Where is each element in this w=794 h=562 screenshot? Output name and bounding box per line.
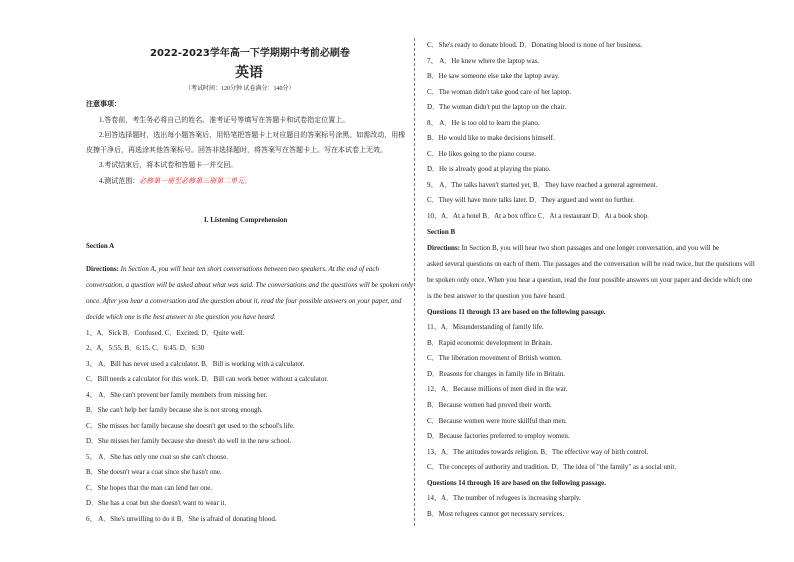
question-line: 5、 A．She has only one coat so she can't choose.: [86, 453, 229, 461]
section-a-directions: Directions: In Section A, you will hear ten short conversations between two speakers. At the end of each: [86, 265, 379, 273]
question-line: C．He likes going to the piano course.: [427, 150, 537, 158]
question-line: 6、 A．She's unwilling to do it B．She is afraid of donating blood.: [86, 515, 277, 523]
notice-item: 2.回答选择题时，选出每小题答案后，用铅笔把答题卡上对应题目的答案标号涂黑。如需改动，用橡: [99, 131, 406, 139]
question-line: 1、A．Sick B．Confused. C．Excited. D．Quite well.: [86, 329, 245, 337]
question-line: C．The concepts of authority and tradition. D．The idea of "the family" as a social unit.: [427, 463, 677, 471]
directions-label: Directions:: [86, 265, 119, 273]
question-line: 8、 A．He is too old to learn the piano.: [427, 119, 540, 127]
question-line: B．Most refugees cannot get necessary services.: [427, 510, 565, 518]
question-line: D．She has a coat but she doesn't want to wear it.: [86, 499, 227, 507]
exam-info: （考试时间：120分钟 试卷满分：140分）: [185, 86, 295, 92]
notice-item: 1.答卷前，考生务必将自己的姓名、准考证号等填写在答题卡和试卷指定位置上。: [99, 116, 350, 124]
section-a-directions-line: decide which one is the best answer to the question you have heard.: [86, 313, 276, 321]
test-scope: [99, 177, 251, 186]
question-line: C．The liberation movement of British women.: [427, 354, 562, 362]
question-line: C．Because women were more skillful than men.: [427, 417, 567, 425]
question-line: 3、 A．Bill has never used a calculator. B．Bill is working with a calculator.: [86, 360, 305, 368]
subject-title: 英语: [235, 65, 263, 81]
notice-item: 3.考试结束后，将本试卷和答题卡一并交回。: [99, 161, 238, 169]
question-line: D．Reasons for changes in family life in Britain.: [427, 370, 566, 378]
question-line: 2、A．5:55. B．6:15. C．6:45. D．6:30: [86, 344, 205, 352]
test-scope-label: 4.测试范围：: [99, 177, 140, 185]
section-a-directions-line: once. After you hear a conversation and the question about it, read the four possible answers on your paper, and: [86, 297, 402, 305]
question-line: D．She misses her family because she doesn't do well in the new school.: [86, 437, 292, 445]
notice-item: 皮擦干净后，再选涂其他答案标号。回答非选择题时，将答案写在答题卡上。写在本试卷上无效。: [86, 146, 387, 154]
question-line: B．Because women had proved their worth.: [427, 401, 552, 409]
section-b-directions: Directions: In Section B, you will hear two short passages and one longer conversation, and you will be: [427, 244, 720, 252]
question-line: D．Because factories preferred to employ women.: [427, 432, 570, 440]
question-line: B．He would like to make decisions himself.: [427, 134, 555, 142]
part-title: I. Listening Comprehension: [204, 216, 288, 224]
question-line: B．She doesn't wear a coat since she hasn't one.: [86, 468, 222, 476]
section-b-directions-line: asked several questions on each of them. The passages and the conversation will be read twice, but the questions will: [427, 260, 755, 268]
section-a-directions-line: conversation, a question will be asked about what was said. The conversations and the questions will be spoken only: [86, 281, 414, 289]
question-line: 14、A．The number of refugees is increasing sharply.: [427, 494, 581, 502]
question-line: C．They will have more talks later. D．They argued and went no further.: [427, 196, 635, 204]
question-group-heading: Questions 14 through 16 are based on the following passage.: [427, 479, 607, 487]
question-line: 4、 A．She can't prevent her family members from missing her.: [86, 391, 268, 399]
question-line: B．She can't help her family because she is not strong enough.: [86, 406, 263, 414]
question-line: 10、A．At a hotel B．At a box office C．At a restaurant D．At a book shop.: [427, 212, 649, 220]
question-line: B．Rapid economic development in Britain.: [427, 339, 553, 347]
question-line: C．She hopes that the man can lend her one.: [86, 484, 213, 492]
question-line: 11、A．Misunderstanding of family life.: [427, 323, 544, 331]
section-b-directions-line: is the best answer to the question you have heard.: [427, 292, 566, 300]
question-line: D．He is already good at playing the piano.: [427, 165, 551, 173]
directions-label: Directions:: [427, 244, 460, 252]
question-line: 13、A．The attitudes towards religion. B．The effective way of birth control.: [427, 448, 649, 456]
question-group-heading: Questions 11 through 13 are based on the following passage.: [427, 308, 606, 316]
question-line: 12、A．Because millions of men died in the war.: [427, 385, 568, 393]
question-line: C．She misses her family because she doesn't get used to the school's life.: [86, 422, 295, 430]
question-line: 9、 A．The talks haven't started yet. B．They have reached a general agreement.: [427, 181, 658, 189]
question-line: B．He saw someone else take the laptop away.: [427, 72, 560, 80]
question-line: C．She's ready to donate blood. D．Donating blood is none of her business.: [427, 41, 643, 49]
exam-title: 2022-2023学年高一下学期期中考前必刷卷: [150, 48, 350, 59]
question-line: 7、 A．He knew where the laptop was.: [427, 57, 540, 65]
test-scope-value: 必修第一册至必修第三册第二单元。: [139, 177, 252, 185]
section-a-heading: Section A: [86, 242, 115, 250]
question-line: C．Bill needs a calculator for this work. D．Bill can work better without a calculator.: [86, 375, 329, 383]
notice-heading: 注意事项：: [86, 100, 121, 108]
question-line: D．The woman didn't put the laptop on the chair.: [427, 103, 567, 111]
section-b-directions-line: be spoken only once. When you hear a question, read the four possible answers on your paper and decide which one: [427, 276, 753, 284]
section-b-heading: Section B: [427, 228, 456, 236]
column-divider: [414, 38, 415, 526]
question-line: C．The woman didn't take good care of her laptop.: [427, 88, 572, 96]
